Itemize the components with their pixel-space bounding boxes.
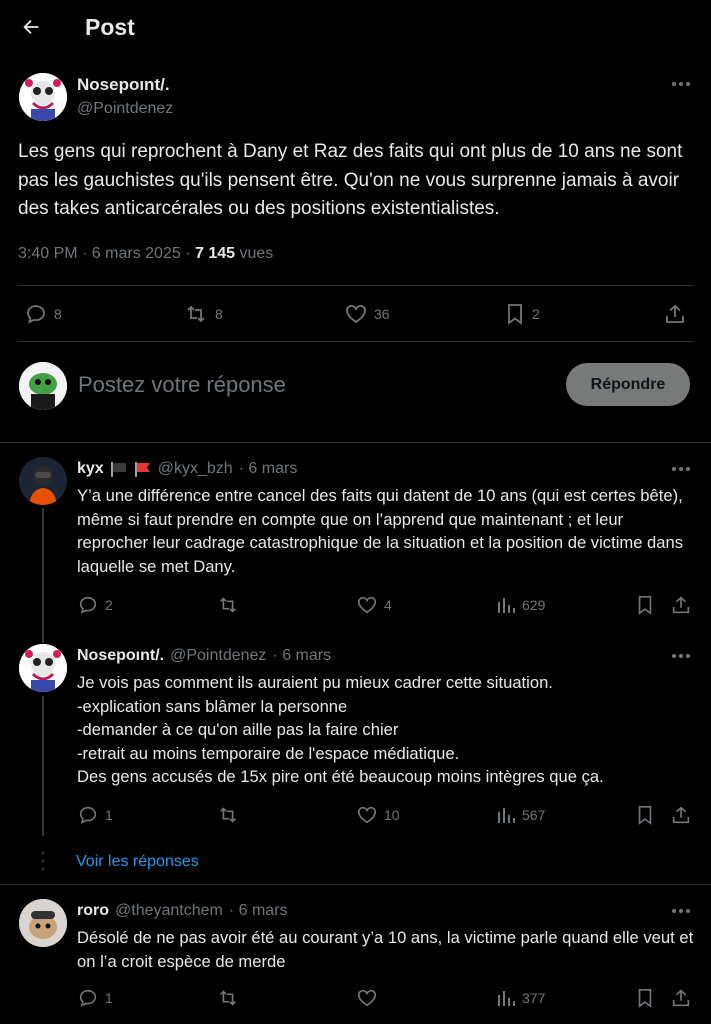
- repost-action[interactable]: [216, 594, 240, 616]
- reply-header: [77, 645, 331, 667]
- views-count: 567: [522, 807, 546, 823]
- dotted-thread-icon: [39, 850, 47, 872]
- views-action[interactable]: [496, 594, 545, 616]
- like-count: 10: [384, 807, 400, 823]
- page-title: Post: [85, 14, 135, 40]
- comment-icon: [77, 804, 99, 826]
- reply-author-handle[interactable]: @Pointdenez: [170, 647, 267, 664]
- repost-icon: [183, 302, 209, 326]
- views-label: vues: [235, 245, 274, 262]
- more-icon: [671, 653, 691, 659]
- like-action[interactable]: [344, 302, 390, 326]
- reply-author-name[interactable]: roro: [77, 902, 109, 919]
- reply-count: 1: [105, 807, 113, 823]
- like-action[interactable]: [356, 987, 378, 1009]
- heart-icon: [356, 594, 378, 616]
- thread-line: [42, 696, 44, 836]
- share-action[interactable]: [663, 302, 687, 326]
- repost-icon: [216, 804, 240, 826]
- more-options-button[interactable]: [666, 73, 696, 95]
- thread-line: [42, 508, 44, 643]
- bookmark-action[interactable]: [635, 594, 655, 616]
- black-flag-icon: [110, 461, 128, 477]
- views-count: 7 145: [194, 245, 236, 262]
- comment-icon: [24, 302, 48, 326]
- bookmark-action[interactable]: [635, 804, 655, 826]
- reply-avatar[interactable]: [19, 457, 67, 505]
- share-icon: [670, 804, 692, 826]
- reply-header: [77, 458, 297, 480]
- reply-author-handle[interactable]: @kyx_bzh: [157, 460, 233, 477]
- reply-avatar[interactable]: [19, 644, 67, 692]
- views-count: 629: [522, 597, 546, 613]
- like-count: 36: [374, 306, 390, 322]
- reply-date[interactable]: · 6 mars: [228, 902, 288, 919]
- more-icon: [671, 466, 691, 472]
- reply-date[interactable]: · 6 mars: [272, 647, 332, 664]
- bookmark-action[interactable]: [635, 987, 655, 1009]
- divider: [0, 884, 711, 885]
- red-flag-icon: [134, 461, 152, 477]
- reply-action[interactable]: [77, 594, 113, 616]
- share-icon: [670, 594, 692, 616]
- repost-action[interactable]: [216, 987, 240, 1009]
- views-action[interactable]: [496, 804, 545, 826]
- repost-action[interactable]: [216, 804, 240, 826]
- views-chart-icon: [496, 987, 516, 1009]
- arrow-left-icon: [20, 16, 42, 38]
- views-chart-icon: [496, 804, 516, 826]
- reply-text: Désolé de ne pas avoir été au courant y’a 10 ans, la victime parle quand elle veut et on l’a croit espèce de merde: [77, 928, 694, 971]
- reply-avatar[interactable]: [19, 899, 67, 947]
- post-time[interactable]: 3:40 PM · 6 mars 2025 ·: [18, 245, 195, 262]
- reply-action[interactable]: [24, 302, 62, 326]
- reply-header: [77, 900, 288, 922]
- more-options-button[interactable]: [666, 645, 696, 667]
- repost-count: 8: [215, 306, 223, 322]
- reply-author-name[interactable]: kyx: [77, 460, 104, 477]
- like-action[interactable]: [356, 804, 400, 826]
- bookmark-icon: [504, 302, 526, 326]
- share-icon: [670, 987, 692, 1009]
- reply-date[interactable]: · 6 mars: [238, 460, 298, 477]
- divider: [18, 285, 693, 286]
- show-replies-link[interactable]: Voir les réponses: [76, 853, 199, 870]
- views-count: 377: [522, 990, 546, 1006]
- divider: [18, 341, 693, 342]
- repost-action[interactable]: [183, 302, 223, 326]
- share-action[interactable]: [670, 804, 692, 826]
- bookmark-icon: [635, 594, 655, 616]
- heart-icon: [356, 804, 378, 826]
- like-count: 4: [384, 597, 392, 613]
- share-action[interactable]: [670, 594, 692, 616]
- like-action[interactable]: [356, 594, 392, 616]
- author-avatar[interactable]: [19, 73, 67, 121]
- reply-author-name[interactable]: Nosepoınt/.: [77, 647, 165, 664]
- author-handle[interactable]: @Pointdenez: [77, 100, 174, 117]
- divider: [0, 442, 711, 443]
- reply-author-handle[interactable]: @theyantchem: [115, 902, 223, 919]
- reply-count: 2: [105, 597, 113, 613]
- author-name[interactable]: Nosepoınt/.: [77, 75, 170, 94]
- user-avatar[interactable]: [19, 362, 67, 410]
- reply-action[interactable]: [77, 987, 113, 1009]
- share-icon: [663, 302, 687, 326]
- more-options-button[interactable]: [666, 900, 696, 922]
- more-icon: [671, 908, 691, 914]
- reply-text: Je vois pas comment ils auraient pu mieux cadrer cette situation. -explication sans blâmer la personne -demander à ce qu'on aille pas la faire chier -retrait au moins temporaire de l'espace médiatique. Des gens accusés de 15x pire ont été beaucoup moins intègres que ça.: [77, 673, 604, 786]
- bookmark-icon: [635, 987, 655, 1009]
- reply-count: 8: [54, 306, 62, 322]
- repost-icon: [216, 987, 240, 1009]
- bookmark-icon: [635, 804, 655, 826]
- back-button[interactable]: [14, 12, 48, 42]
- reply-action[interactable]: [77, 804, 113, 826]
- bookmark-count: 2: [532, 306, 540, 322]
- repost-icon: [216, 594, 240, 616]
- post-text: Les gens qui reprochent à Dany et Raz des faits qui ont plus de 10 ans ne sont pas les gauchistes qu'ils pensent être. Qu'on ne vous surprenne jamais à avoir des takes anticarcérales ou des positions existentialistes.: [18, 141, 683, 220]
- more-options-button[interactable]: [666, 458, 696, 480]
- comment-icon: [77, 987, 99, 1009]
- post-meta: [18, 242, 273, 266]
- reply-count: 1: [105, 990, 113, 1006]
- reply-button[interactable]: Répondre: [566, 363, 690, 406]
- bookmark-action[interactable]: [504, 302, 540, 326]
- reply-input[interactable]: Postez votre réponse: [78, 372, 286, 397]
- share-action[interactable]: [670, 987, 692, 1009]
- comment-icon: [77, 594, 99, 616]
- more-icon: [671, 81, 691, 87]
- heart-icon: [344, 302, 368, 326]
- views-chart-icon: [496, 594, 516, 616]
- heart-icon: [356, 987, 378, 1009]
- reply-text: Y’a une différence entre cancel des faits qui datent de 10 ans (qui est certes bête), même si faut prendre en compte que on l’apprend que maintenant ; et leur reprocher leur cadrage catastrophique de la situation et la position de victime dans laquelle se met Dany.: [77, 486, 684, 576]
- views-action[interactable]: [496, 987, 545, 1009]
